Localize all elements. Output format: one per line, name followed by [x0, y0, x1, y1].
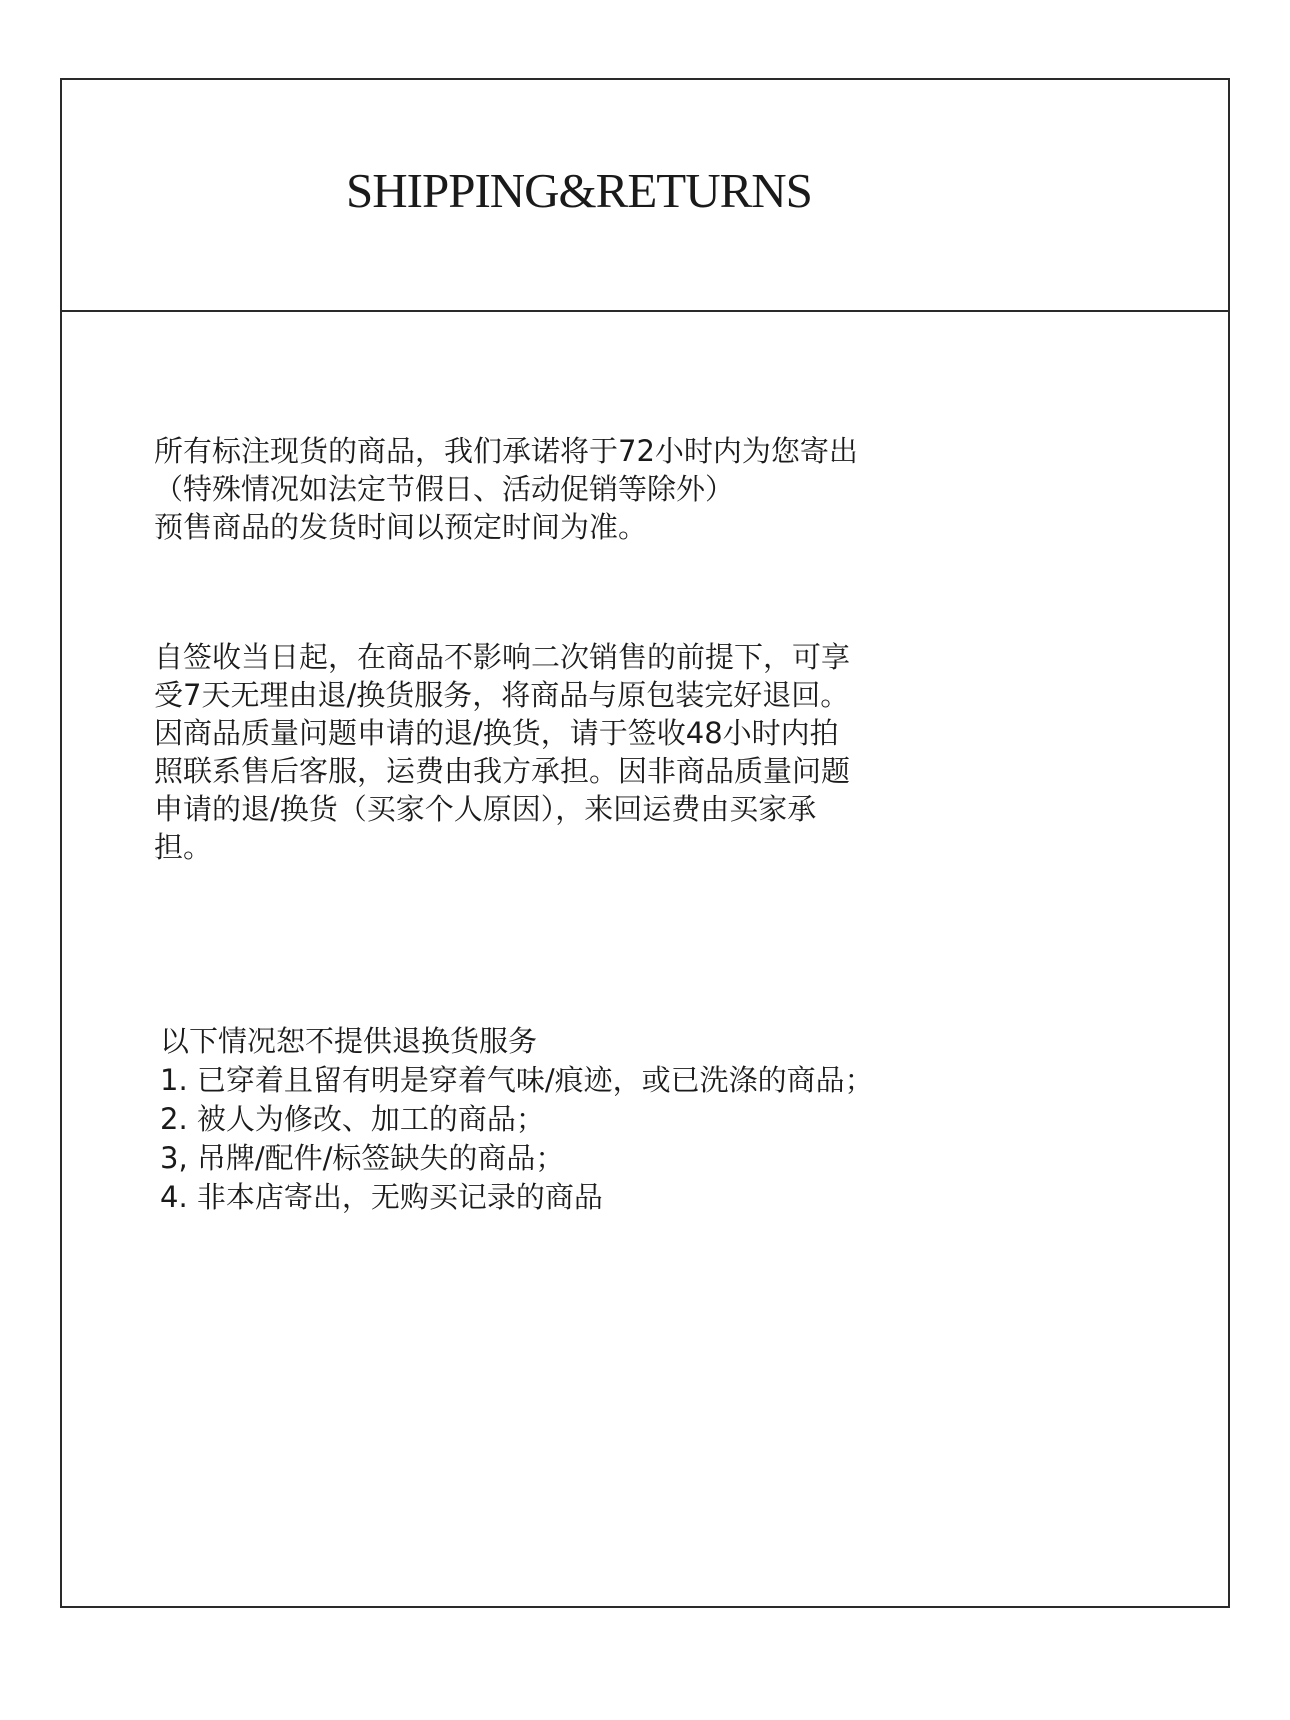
text-line: 所有标注现货的商品，我们承诺将于72小时内为您寄出 — [154, 434, 858, 468]
text-line: 自签收当日起，在商品不影响二次销售的前提下，可享 — [154, 640, 851, 674]
list-heading: 以下情况恕不提供退换货服务 — [160, 1024, 538, 1058]
text-line: 担。 — [154, 830, 213, 864]
text-line: 受7天无理由退/换货服务，将商品与原包装完好退回。 — [154, 678, 850, 712]
document-frame — [60, 78, 1230, 1608]
header-section — [62, 80, 1228, 312]
text-line: 申请的退/换货（买家个人原因），来回运费由买家承 — [154, 792, 817, 826]
exclusions-list — [160, 1022, 874, 1217]
list-item: 4. 非本店寄出，无购买记录的商品 — [160, 1180, 603, 1214]
list-item: 3, 吊牌/配件/标签缺失的商品； — [160, 1141, 565, 1175]
page-title: SHIPPING&RETURNS — [346, 163, 812, 218]
text-line: （特殊情况如法定节假日、活动促销等除外） — [154, 472, 735, 506]
returns-policy-paragraph — [154, 638, 850, 866]
text-line: 照联系售后客服，运费由我方承担。因非商品质量问题 — [154, 754, 851, 788]
list-item: 1. 已穿着且留有明是穿着气味/痕迹，或已洗涤的商品； — [160, 1063, 874, 1097]
text-line: 因商品质量问题申请的退/换货，请于签收48小时内拍 — [154, 716, 839, 750]
text-line: 预售商品的发货时间以预定时间为准。 — [154, 510, 648, 544]
shipping-policy-paragraph — [154, 432, 858, 546]
list-item: 2. 被人为修改、加工的商品； — [160, 1102, 545, 1136]
